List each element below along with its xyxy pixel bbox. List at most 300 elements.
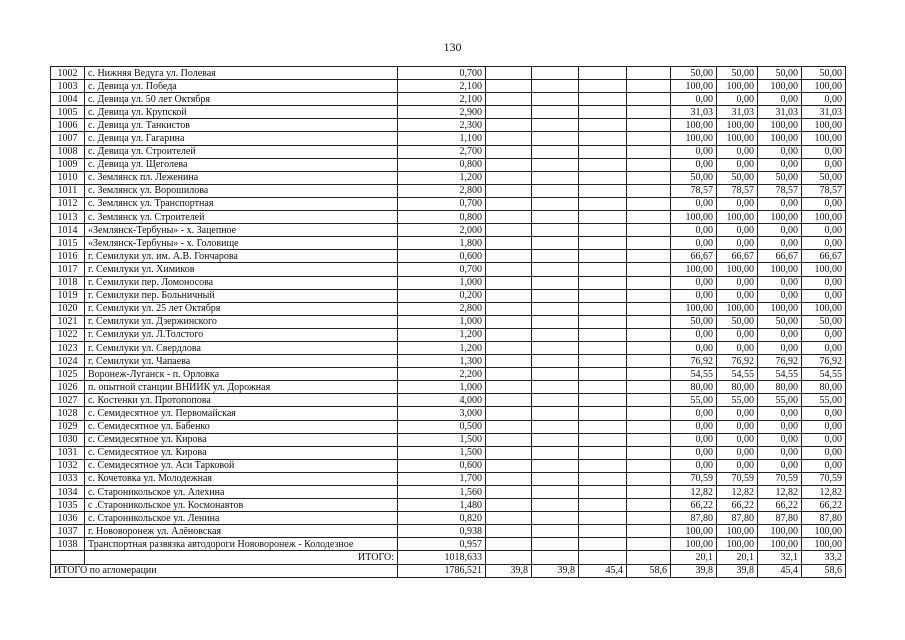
road-name: с. Костенки ул. Протопопова	[85, 394, 398, 407]
percent-3: 70,59	[758, 472, 802, 485]
table-row	[51, 250, 846, 263]
percent-1: 0,00	[671, 145, 717, 158]
row-number: 1008	[51, 145, 85, 158]
percent-3: 0,00	[758, 420, 802, 433]
percent-1: 50,00	[671, 67, 717, 80]
empty-cell	[627, 145, 671, 158]
percent-1: 0,00	[671, 407, 717, 420]
road-length: 0,820	[398, 512, 486, 525]
empty-cell	[486, 525, 532, 538]
empty-cell	[627, 368, 671, 381]
empty-cell	[486, 184, 532, 197]
row-number: 1037	[51, 525, 85, 538]
table-row	[51, 119, 846, 132]
empty-cell	[579, 250, 627, 263]
percent-2: 0,00	[717, 197, 758, 210]
row-number: 1004	[51, 93, 85, 106]
row-number: 1018	[51, 276, 85, 289]
percent-1: 0,00	[671, 289, 717, 302]
empty-cell	[486, 368, 532, 381]
percent-3: 55,00	[758, 394, 802, 407]
table-row	[51, 446, 846, 459]
table-row	[51, 276, 846, 289]
empty-cell	[532, 93, 579, 106]
empty-cell	[579, 93, 627, 106]
row-number: 1020	[51, 302, 85, 315]
grand-total-v4: 58,6	[627, 564, 671, 577]
percent-2: 100,00	[717, 211, 758, 224]
empty-cell	[486, 446, 532, 459]
empty-cell	[579, 355, 627, 368]
empty-cell	[532, 512, 579, 525]
empty-cell	[532, 80, 579, 93]
percent-2: 100,00	[717, 80, 758, 93]
empty-cell	[532, 472, 579, 485]
road-length: 0,700	[398, 263, 486, 276]
row-number: 1034	[51, 486, 85, 499]
empty-cell	[532, 132, 579, 145]
road-name: г. Семилуки ул. Л.Толстого	[85, 328, 398, 341]
empty-cell	[579, 328, 627, 341]
empty-cell	[627, 341, 671, 354]
percent-2: 54,55	[717, 368, 758, 381]
table-row	[51, 499, 846, 512]
percent-3: 0,00	[758, 197, 802, 210]
row-number: 1023	[51, 341, 85, 354]
empty-cell	[532, 171, 579, 184]
empty-cell	[532, 263, 579, 276]
empty-cell	[627, 499, 671, 512]
row-number: 1025	[51, 368, 85, 381]
road-name: с. Землянск пл. Леженина	[85, 171, 398, 184]
percent-4: 50,00	[802, 171, 846, 184]
empty-cell	[579, 171, 627, 184]
road-length: 0,700	[398, 197, 486, 210]
percent-3: 0,00	[758, 459, 802, 472]
percent-2: 100,00	[717, 263, 758, 276]
percent-4: 100,00	[802, 302, 846, 315]
empty-cell	[579, 381, 627, 394]
empty-cell	[486, 486, 532, 499]
empty-cell	[532, 446, 579, 459]
total-length: 1018,633	[398, 551, 486, 564]
row-number: 1011	[51, 184, 85, 197]
percent-3: 12,82	[758, 486, 802, 499]
percent-4: 78,57	[802, 184, 846, 197]
empty-cell	[579, 106, 627, 119]
percent-4: 55,00	[802, 394, 846, 407]
percent-4: 0,00	[802, 407, 846, 420]
row-number: 1031	[51, 446, 85, 459]
percent-3: 66,67	[758, 250, 802, 263]
percent-2: 0,00	[717, 459, 758, 472]
percent-1: 50,00	[671, 171, 717, 184]
empty-cell	[532, 302, 579, 315]
percent-4: 0,00	[802, 276, 846, 289]
empty-cell	[486, 145, 532, 158]
table-row	[51, 538, 846, 551]
road-name: с. Землянск ул. Транспортная	[85, 197, 398, 210]
empty-cell	[532, 420, 579, 433]
row-number: 1019	[51, 289, 85, 302]
percent-1: 31,03	[671, 106, 717, 119]
percent-1: 12,82	[671, 486, 717, 499]
empty-cell	[486, 512, 532, 525]
empty-cell	[486, 67, 532, 80]
row-number: 1032	[51, 459, 85, 472]
road-length: 1,100	[398, 132, 486, 145]
percent-4: 0,00	[802, 446, 846, 459]
percent-2: 0,00	[717, 276, 758, 289]
road-length: 1,300	[398, 355, 486, 368]
empty-cell	[532, 499, 579, 512]
road-length: 0,500	[398, 420, 486, 433]
empty-cell	[532, 407, 579, 420]
empty-cell	[486, 459, 532, 472]
road-name: г. Семилуки ул. Химиков	[85, 263, 398, 276]
percent-2: 100,00	[717, 525, 758, 538]
percent-2: 50,00	[717, 315, 758, 328]
table-row	[51, 224, 846, 237]
empty-cell	[486, 224, 532, 237]
percent-4: 100,00	[802, 211, 846, 224]
table-row	[51, 407, 846, 420]
percent-1: 100,00	[671, 132, 717, 145]
percent-1: 0,00	[671, 433, 717, 446]
percent-3: 76,92	[758, 355, 802, 368]
empty-cell	[486, 538, 532, 551]
percent-1: 0,00	[671, 328, 717, 341]
empty-cell	[579, 80, 627, 93]
road-length: 2,300	[398, 119, 486, 132]
empty-cell	[532, 184, 579, 197]
percent-2: 0,00	[717, 420, 758, 433]
empty-cell	[579, 341, 627, 354]
percent-1: 100,00	[671, 211, 717, 224]
road-length: 2,000	[398, 224, 486, 237]
road-name: г. Семилуки ул. Свердлова	[85, 341, 398, 354]
road-length: 1,700	[398, 472, 486, 485]
table-row	[51, 67, 846, 80]
road-length: 0,200	[398, 289, 486, 302]
empty-cell	[486, 315, 532, 328]
percent-2: 80,00	[717, 381, 758, 394]
empty-cell	[579, 459, 627, 472]
percent-1: 66,67	[671, 250, 717, 263]
road-length: 1,200	[398, 171, 486, 184]
percent-4: 100,00	[802, 525, 846, 538]
percent-1: 78,57	[671, 184, 717, 197]
table-row	[51, 472, 846, 485]
table-row	[51, 459, 846, 472]
table-row	[51, 355, 846, 368]
empty-cell	[579, 499, 627, 512]
percent-4: 80,00	[802, 381, 846, 394]
empty-cell	[579, 433, 627, 446]
road-name: с. Семидесятное ул. Первомайская	[85, 407, 398, 420]
grand-total-p3: 45,4	[758, 564, 802, 577]
percent-2: 100,00	[717, 119, 758, 132]
percent-2: 70,59	[717, 472, 758, 485]
percent-1: 66,22	[671, 499, 717, 512]
percent-3: 100,00	[758, 263, 802, 276]
row-number: 1013	[51, 211, 85, 224]
empty-cell	[579, 224, 627, 237]
empty-cell	[627, 446, 671, 459]
percent-2: 0,00	[717, 93, 758, 106]
percent-1: 0,00	[671, 158, 717, 171]
road-name: с. Землянск ул. Ворошилова	[85, 184, 398, 197]
empty-cell	[486, 394, 532, 407]
total-row	[51, 551, 846, 564]
empty-cell	[486, 276, 532, 289]
percent-4: 76,92	[802, 355, 846, 368]
road-length: 0,600	[398, 250, 486, 263]
road-name: с. Девица ул. Крупской	[85, 106, 398, 119]
empty-cell	[627, 328, 671, 341]
road-length: 1,000	[398, 381, 486, 394]
empty-cell	[486, 263, 532, 276]
road-name: Воронеж-Луганск - п. Орловка	[85, 368, 398, 381]
empty-cell	[486, 289, 532, 302]
percent-3: 0,00	[758, 158, 802, 171]
empty-cell	[486, 355, 532, 368]
empty-cell	[486, 93, 532, 106]
percent-2: 78,57	[717, 184, 758, 197]
percent-1: 50,00	[671, 315, 717, 328]
road-name: с. Староникольское ул. Ленина	[85, 512, 398, 525]
percent-2: 50,00	[717, 67, 758, 80]
percent-1: 0,00	[671, 420, 717, 433]
road-name: с. Девица ул. Победа	[85, 80, 398, 93]
road-length: 3,000	[398, 407, 486, 420]
road-name: с. Кочетовка ул. Молодежная	[85, 472, 398, 485]
percent-3: 100,00	[758, 119, 802, 132]
table-row	[51, 106, 846, 119]
empty-cell	[627, 355, 671, 368]
empty-cell	[579, 132, 627, 145]
percent-3: 50,00	[758, 315, 802, 328]
empty-cell	[579, 472, 627, 485]
empty-cell	[627, 525, 671, 538]
percent-1: 0,00	[671, 276, 717, 289]
empty-cell	[532, 486, 579, 499]
empty-cell	[627, 433, 671, 446]
percent-2: 12,82	[717, 486, 758, 499]
percent-4: 87,80	[802, 512, 846, 525]
percent-4: 0,00	[802, 197, 846, 210]
percent-1: 100,00	[671, 263, 717, 276]
road-length: 2,900	[398, 106, 486, 119]
percent-1: 0,00	[671, 446, 717, 459]
empty-cell	[579, 119, 627, 132]
percent-2: 0,00	[717, 433, 758, 446]
empty-cell	[579, 538, 627, 551]
road-length: 1,500	[398, 446, 486, 459]
percent-2: 0,00	[717, 158, 758, 171]
percent-4: 31,03	[802, 106, 846, 119]
percent-4: 100,00	[802, 80, 846, 93]
grand-total-length: 1786,521	[398, 564, 486, 577]
percent-2: 0,00	[717, 446, 758, 459]
empty-cell	[532, 538, 579, 551]
road-name: г. Семилуки ул. Чапаева	[85, 355, 398, 368]
row-number: 1038	[51, 538, 85, 551]
percent-3: 54,55	[758, 368, 802, 381]
percent-2: 55,00	[717, 394, 758, 407]
empty-cell	[486, 472, 532, 485]
table-row	[51, 302, 846, 315]
empty-cell	[579, 420, 627, 433]
percent-4: 0,00	[802, 289, 846, 302]
table-row	[51, 171, 846, 184]
total-p3: 32,1	[758, 551, 802, 564]
table-row	[51, 525, 846, 538]
empty-cell	[532, 276, 579, 289]
empty-cell	[579, 446, 627, 459]
grand-total-label: ИТОГО по агломерации	[51, 564, 398, 577]
percent-3: 50,00	[758, 67, 802, 80]
percent-4: 50,00	[802, 315, 846, 328]
percent-3: 0,00	[758, 341, 802, 354]
empty-cell	[627, 171, 671, 184]
empty-cell	[532, 224, 579, 237]
empty-cell	[532, 368, 579, 381]
percent-3: 66,22	[758, 499, 802, 512]
empty-cell	[486, 341, 532, 354]
empty-cell	[486, 328, 532, 341]
row-number: 1029	[51, 420, 85, 433]
percent-1: 0,00	[671, 237, 717, 250]
empty-cell	[579, 289, 627, 302]
empty-cell	[579, 276, 627, 289]
percent-4: 100,00	[802, 538, 846, 551]
empty-cell	[627, 158, 671, 171]
grand-total-p1: 39,8	[671, 564, 717, 577]
empty-cell	[532, 250, 579, 263]
percent-2: 87,80	[717, 512, 758, 525]
empty-cell	[486, 381, 532, 394]
table-row	[51, 197, 846, 210]
empty-cell	[579, 486, 627, 499]
road-name: п. опытной станции ВНИИК ул. Дорожная	[85, 381, 398, 394]
row-number: 1036	[51, 512, 85, 525]
table-row	[51, 289, 846, 302]
percent-4: 100,00	[802, 119, 846, 132]
empty-cell	[579, 184, 627, 197]
row-number: 1030	[51, 433, 85, 446]
empty-cell	[627, 263, 671, 276]
row-number: 1035	[51, 499, 85, 512]
road-length: 0,800	[398, 158, 486, 171]
grand-total-v3: 45,4	[579, 564, 627, 577]
empty-cell	[627, 472, 671, 485]
road-name: с. Староникольское ул. Алехина	[85, 486, 398, 499]
row-number: 1012	[51, 197, 85, 210]
percent-3: 0,00	[758, 145, 802, 158]
row-number: 1033	[51, 472, 85, 485]
road-name: г. Семилуки ул. Дзержинского	[85, 315, 398, 328]
empty-cell	[627, 184, 671, 197]
empty-cell	[532, 145, 579, 158]
row-number: 1028	[51, 407, 85, 420]
percent-1: 70,59	[671, 472, 717, 485]
empty-cell	[532, 328, 579, 341]
percent-1: 0,00	[671, 459, 717, 472]
table-row	[51, 341, 846, 354]
percent-2: 0,00	[717, 407, 758, 420]
grand-total-v1: 39,8	[486, 564, 532, 577]
row-number: 1014	[51, 224, 85, 237]
percent-4: 0,00	[802, 420, 846, 433]
empty-cell	[486, 237, 532, 250]
empty-cell	[532, 158, 579, 171]
table-row	[51, 93, 846, 106]
empty-cell	[627, 459, 671, 472]
empty-cell	[486, 171, 532, 184]
empty-cell	[627, 132, 671, 145]
percent-1: 100,00	[671, 80, 717, 93]
table-row	[51, 368, 846, 381]
empty-cell	[486, 197, 532, 210]
roads-table	[50, 66, 846, 578]
road-name: Транспортная развязка автодороги Нововоронеж - Колодезное	[85, 538, 398, 551]
empty-cell	[532, 341, 579, 354]
percent-1: 0,00	[671, 93, 717, 106]
row-number: 1027	[51, 394, 85, 407]
total-p2: 20,1	[717, 551, 758, 564]
table-row	[51, 315, 846, 328]
percent-3: 31,03	[758, 106, 802, 119]
row-number: 1007	[51, 132, 85, 145]
percent-1: 0,00	[671, 197, 717, 210]
empty-cell	[532, 119, 579, 132]
percent-3: 78,57	[758, 184, 802, 197]
empty-cell	[532, 459, 579, 472]
table-row	[51, 263, 846, 276]
table-row	[51, 237, 846, 250]
empty-cell	[532, 67, 579, 80]
road-length: 1,200	[398, 341, 486, 354]
road-length: 2,800	[398, 184, 486, 197]
percent-2: 100,00	[717, 538, 758, 551]
road-length: 1,560	[398, 486, 486, 499]
percent-3: 50,00	[758, 171, 802, 184]
empty-cell	[627, 289, 671, 302]
road-length: 0,938	[398, 525, 486, 538]
percent-4: 50,00	[802, 67, 846, 80]
percent-4: 0,00	[802, 158, 846, 171]
empty-cell	[579, 237, 627, 250]
empty-cell	[486, 211, 532, 224]
empty-cell	[627, 80, 671, 93]
empty-cell	[486, 407, 532, 420]
percent-3: 0,00	[758, 407, 802, 420]
page-number: 130	[443, 40, 462, 54]
road-name: с. Девица ул. Щеголева	[85, 158, 398, 171]
empty-cell	[627, 211, 671, 224]
grand-total-v2: 39,8	[532, 564, 579, 577]
road-length: 1,500	[398, 433, 486, 446]
percent-4: 66,67	[802, 250, 846, 263]
empty-cell	[627, 302, 671, 315]
total-p1: 20,1	[671, 551, 717, 564]
empty-cell	[579, 368, 627, 381]
empty-cell	[627, 237, 671, 250]
empty-cell	[579, 525, 627, 538]
percent-1: 76,92	[671, 355, 717, 368]
road-name: г. Семилуки ул. 25 лет Октября	[85, 302, 398, 315]
